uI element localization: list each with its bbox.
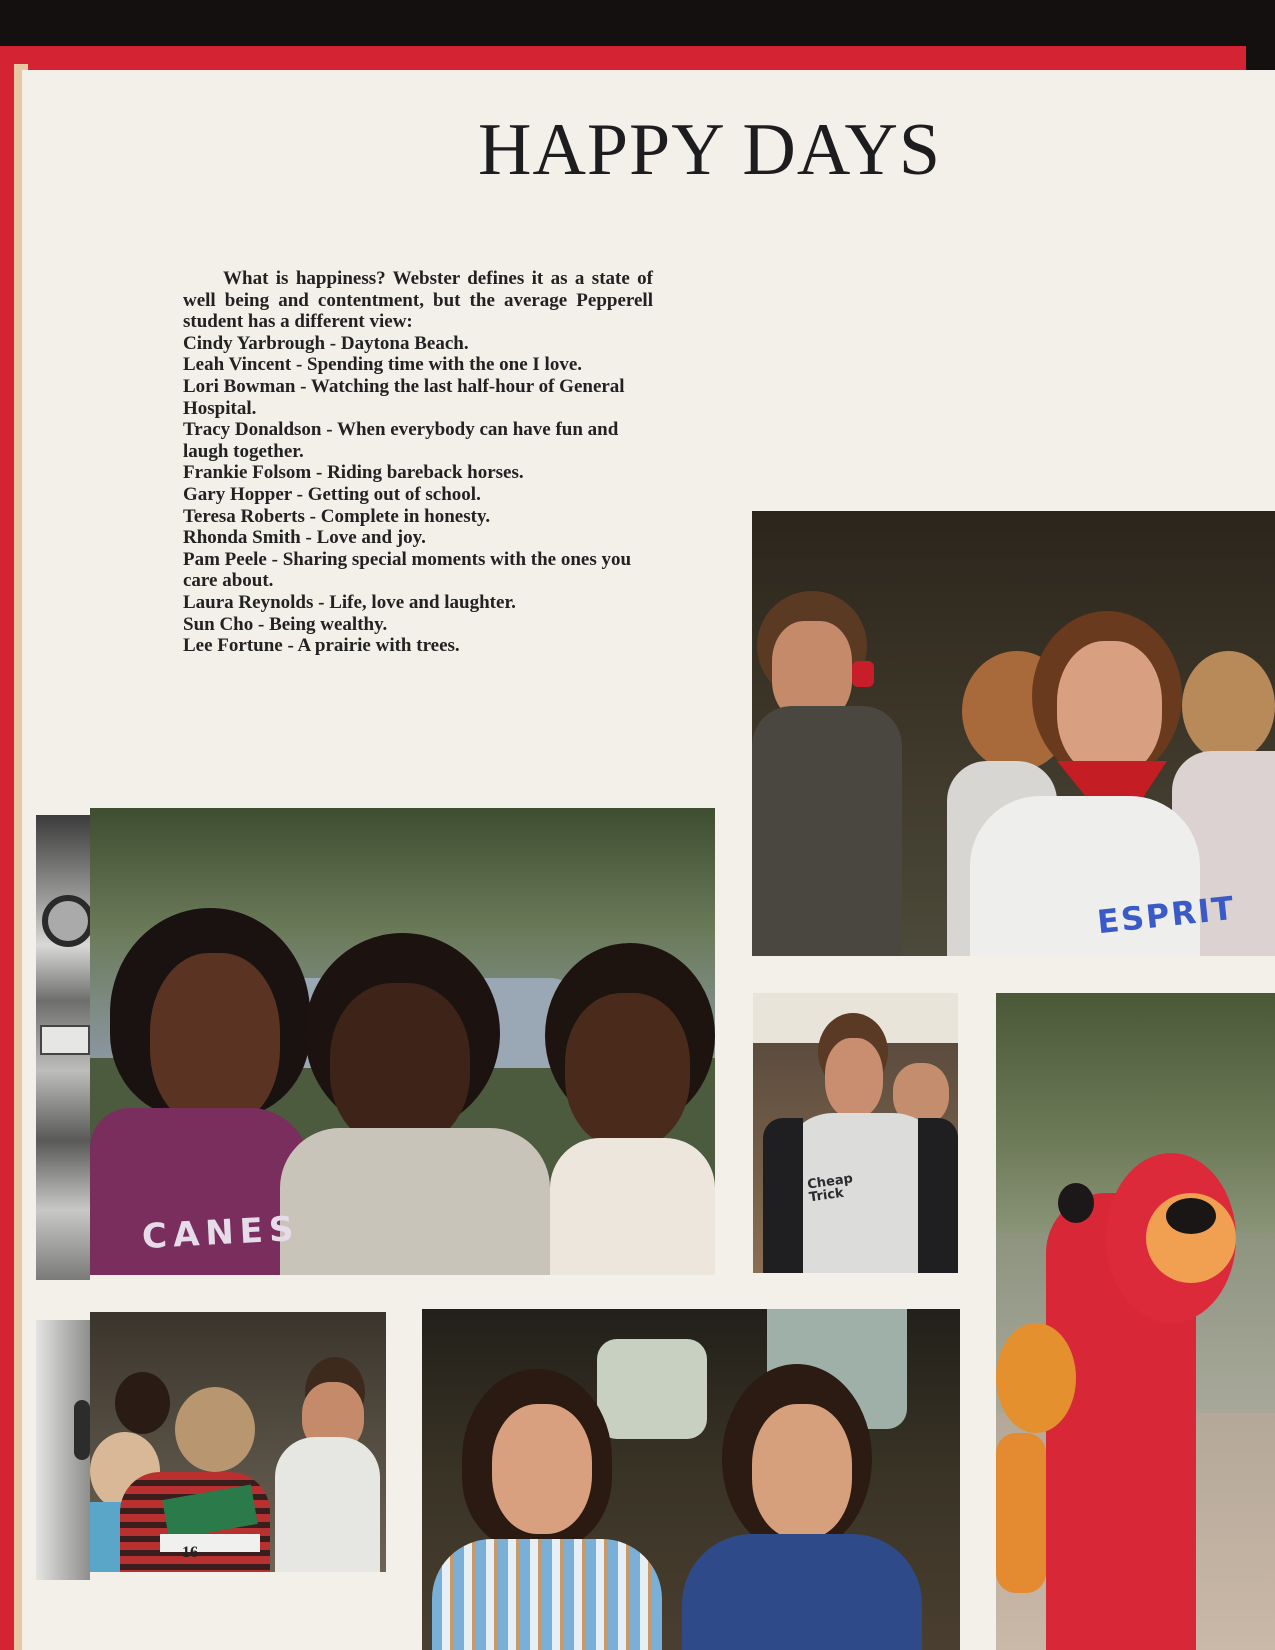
response-item: Lee Fortune - A prairie with trees.: [183, 635, 460, 657]
bw-people-photo: [36, 1320, 90, 1580]
response-item: Sun Cho - Being wealthy.: [183, 613, 388, 635]
response-item: Pam Peele - Sharing special moments with the ones you care about.: [183, 548, 632, 592]
response-item: Tracy Donaldson - When everybody can have fun and laugh together.: [183, 419, 619, 462]
intro-paragraph: What is happiness? Webster defines it as a state of well being and contentment, but the average Pepperell student has a different view:: [183, 268, 653, 333]
esprit-shirt-text: ESPRIT: [1095, 888, 1238, 942]
response-item: Laura Reynolds - Life, love and laughter.: [183, 591, 516, 613]
bw-machinery-photo: [36, 815, 90, 1280]
article-text: [183, 268, 653, 657]
group-with-books-photo: [90, 1312, 386, 1572]
red-mascot-photo: [996, 993, 1275, 1650]
page-number: 16: [182, 1544, 198, 1561]
response-item: Leah Vincent - Spending time with the one I love.: [183, 354, 583, 376]
response-item: Frankie Folsom - Riding bareback horses.: [183, 462, 524, 484]
girl-bandana-photo: [752, 511, 1275, 956]
response-item: Gary Hopper - Getting out of school.: [183, 483, 481, 505]
band-shirt-text: Cheap Trick: [806, 1171, 854, 1206]
canes-shirt-text: CANES: [141, 1208, 301, 1258]
response-item: Rhonda Smith - Love and joy.: [183, 527, 426, 549]
two-girls-photo: [422, 1309, 960, 1650]
band-shirt-boy-photo: [753, 993, 958, 1273]
three-girls-photo: [90, 808, 715, 1275]
response-item: Cindy Yarbrough - Daytona Beach.: [183, 332, 469, 354]
page-title: HAPPY DAYS: [478, 109, 942, 191]
response-item: Teresa Roberts - Complete in honesty.: [183, 505, 491, 527]
response-item: Lori Bowman - Watching the last half-hour of General Hospital.: [183, 375, 625, 419]
